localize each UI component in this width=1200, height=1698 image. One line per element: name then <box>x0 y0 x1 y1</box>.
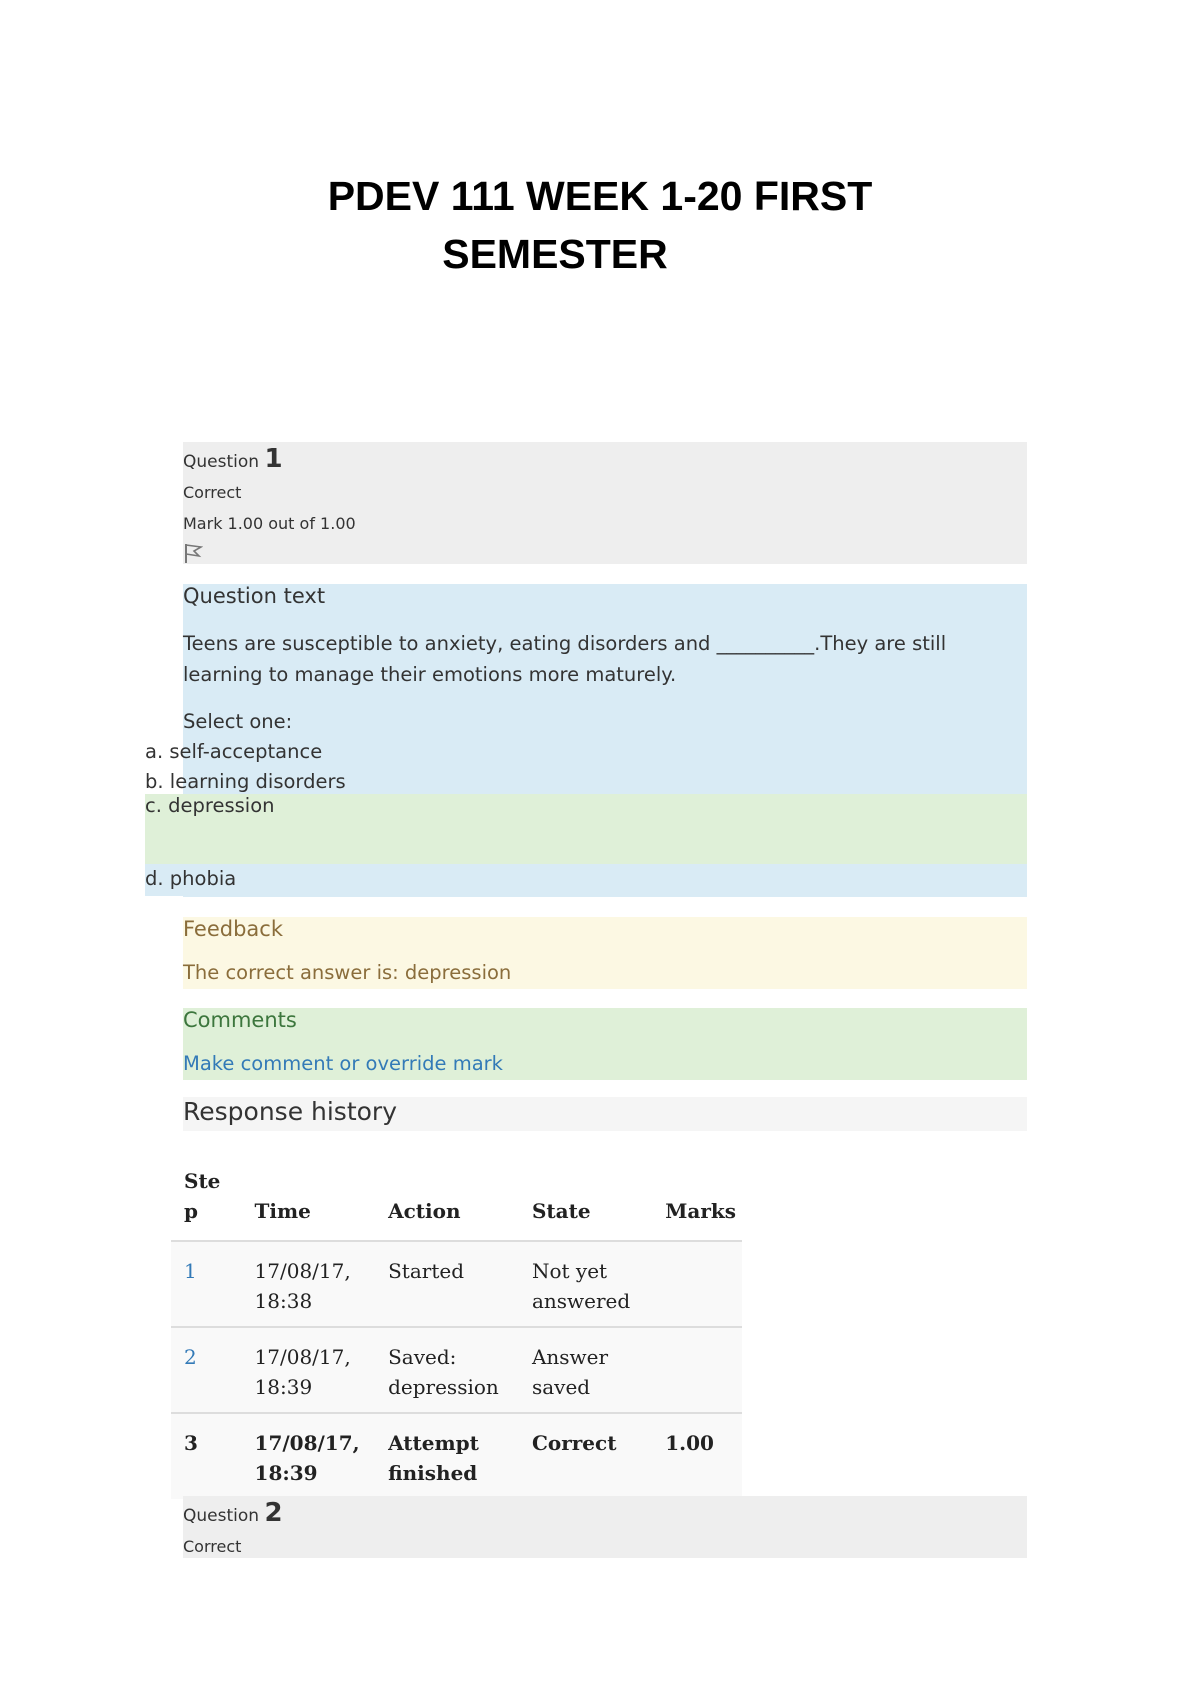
cell-step: 3 <box>184 1431 198 1455</box>
table-header-row <box>171 1162 742 1241</box>
question-state: Correct <box>183 1537 242 1556</box>
question-info-2 <box>183 1496 1027 1558</box>
cell-marks <box>652 1241 742 1327</box>
column-header-state: State <box>531 1199 591 1223</box>
question-number <box>183 1498 283 1528</box>
step-link[interactable]: 2 <box>184 1345 197 1369</box>
feedback-text: The correct answer is: depression <box>183 961 512 984</box>
question-label: Question <box>183 452 260 472</box>
answer-option-label: c. depression <box>145 794 275 817</box>
comments-box <box>183 1008 1027 1080</box>
feedback-box <box>183 917 1027 989</box>
question-grade: Mark 1.00 out of 1.00 <box>183 514 356 533</box>
cell-marks <box>652 1327 742 1413</box>
page-title-line-1: PDEV 111 WEEK 1-20 FIRST <box>327 173 873 220</box>
column-header-marks: Marks <box>665 1199 736 1223</box>
answer-option-label: b. learning disorders <box>145 770 346 793</box>
cell-state: Answer saved <box>531 1345 609 1399</box>
flag-icon[interactable] <box>183 542 203 564</box>
cell-action: Started <box>388 1259 464 1283</box>
answer-option-label: d. phobia <box>145 867 237 890</box>
cell-state: Not yet answered <box>531 1259 631 1313</box>
cell-action: Saved: depression <box>388 1345 499 1399</box>
column-header-action: Action <box>388 1199 461 1223</box>
feedback-heading: Feedback <box>183 917 284 941</box>
step-link[interactable]: 1 <box>184 1259 197 1283</box>
response-history-table <box>171 1162 742 1499</box>
question-text: Teens are susceptible to anxiety, eating disorders and __________.They are still learning to manage their emotions more maturely. <box>183 632 947 686</box>
cell-time: 17/08/17, 18:39 <box>254 1345 351 1399</box>
page-title-line-2: SEMESTER <box>442 231 668 278</box>
response-history-title: Response history <box>183 1097 398 1126</box>
cell-state: Correct <box>531 1431 617 1455</box>
comments-heading: Comments <box>183 1008 297 1032</box>
answer-option-correct[interactable] <box>145 794 1027 864</box>
column-header-step: Ste p <box>184 1169 221 1223</box>
answer-option-label: a. self-acceptance <box>145 740 323 763</box>
comment-override-link[interactable]: Make comment or override mark <box>183 1052 503 1075</box>
select-prompt: Select one: <box>183 710 293 733</box>
table-row-current <box>171 1413 742 1499</box>
cell-action: Attempt finished <box>388 1431 479 1485</box>
answer-option[interactable] <box>145 768 1027 794</box>
column-header-time: Time <box>254 1199 311 1223</box>
answer-option[interactable] <box>145 738 1027 768</box>
question-number <box>183 444 283 474</box>
page-title <box>0 167 1200 283</box>
answer-option[interactable] <box>145 864 1027 896</box>
question-number-value: 2 <box>264 1498 283 1528</box>
cell-time: 17/08/17, 18:39 <box>254 1431 360 1485</box>
question-state: Correct <box>183 483 242 502</box>
question-number-value: 1 <box>264 444 283 474</box>
cell-marks: 1.00 <box>665 1431 714 1455</box>
response-history-header <box>183 1097 1027 1131</box>
table-row <box>171 1327 742 1413</box>
table-row <box>171 1241 742 1327</box>
cell-time: 17/08/17, 18:38 <box>254 1259 351 1313</box>
question-text-heading: Question text <box>183 584 326 608</box>
question-info-1 <box>183 442 1027 564</box>
question-label: Question <box>183 1506 260 1526</box>
